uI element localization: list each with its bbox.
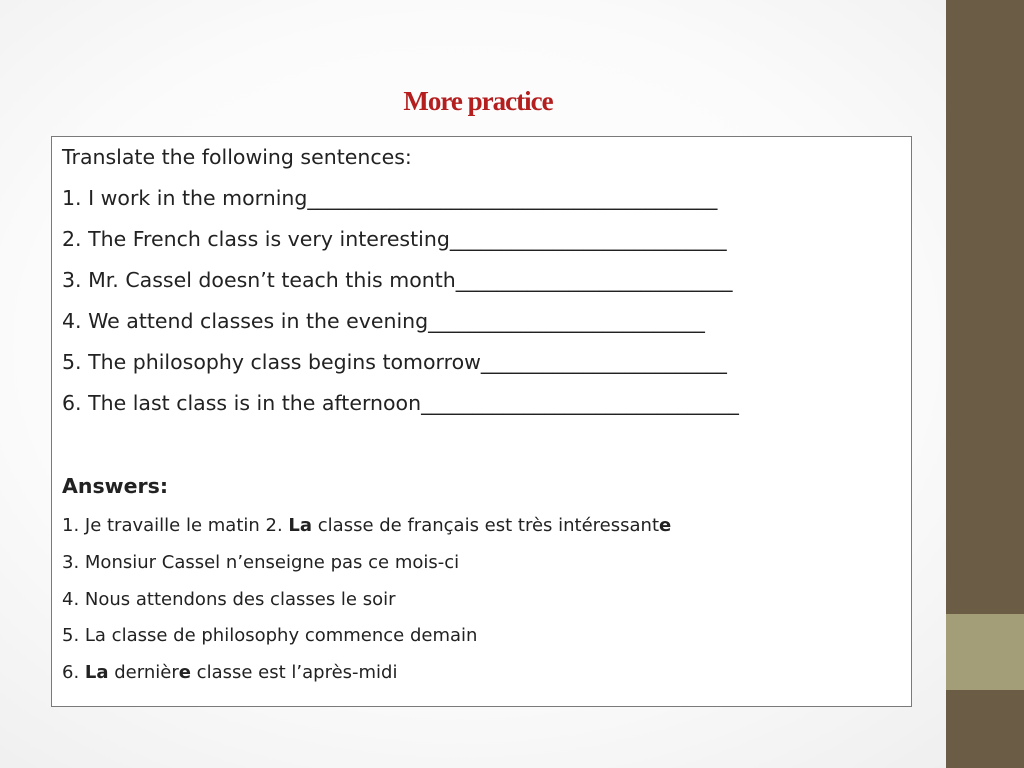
answer-5: 5. La classe de philosophy commence demain xyxy=(62,625,478,646)
answer-2-ending: e xyxy=(659,515,672,536)
answer-6-text: derniè xyxy=(108,662,172,683)
question-4: 4. We attend classes in the evening___________________________ xyxy=(62,309,705,333)
answer-6-r: r xyxy=(171,662,179,683)
answer-1-2 xyxy=(62,515,671,536)
slide-title: More practice xyxy=(403,86,553,116)
sidebar-top-band xyxy=(946,0,1024,614)
question-1: 1. I work in the morning________________________________________ xyxy=(62,186,718,210)
question-5: 5. The philosophy class begins tomorrow________________________ xyxy=(62,350,727,374)
answer-1-text: 1. Je travaille le matin 2. xyxy=(62,515,289,536)
answer-6-number: 6. xyxy=(62,662,85,683)
question-3: 3. Mr. Cassel doesn’t teach this month___________________________ xyxy=(62,268,733,292)
answer-4: 4. Nous attendons des classes le soir xyxy=(62,589,396,610)
answers-heading: Answers: xyxy=(62,474,169,498)
answer-6-article: La xyxy=(84,662,109,683)
sidebar-accent-band xyxy=(946,614,1024,690)
answer-6-ending: e xyxy=(178,662,191,683)
answer-6 xyxy=(62,662,397,683)
answer-6-rest: classe est l’après-midi xyxy=(190,662,398,683)
sidebar-bottom-band xyxy=(946,690,1024,768)
content-box xyxy=(51,136,912,707)
question-6: 6. The last class is in the afternoon_______________________________ xyxy=(62,391,739,415)
question-2: 2. The French class is very interesting___________________________ xyxy=(62,227,727,251)
instruction-text: Translate the following sentences: xyxy=(62,145,412,169)
answer-3: 3. Monsiur Cassel n’enseigne pas ce mois-ci xyxy=(62,552,460,573)
answer-2-text: classe de français est très intéressant xyxy=(312,515,660,536)
answer-2-article: La xyxy=(288,515,313,536)
